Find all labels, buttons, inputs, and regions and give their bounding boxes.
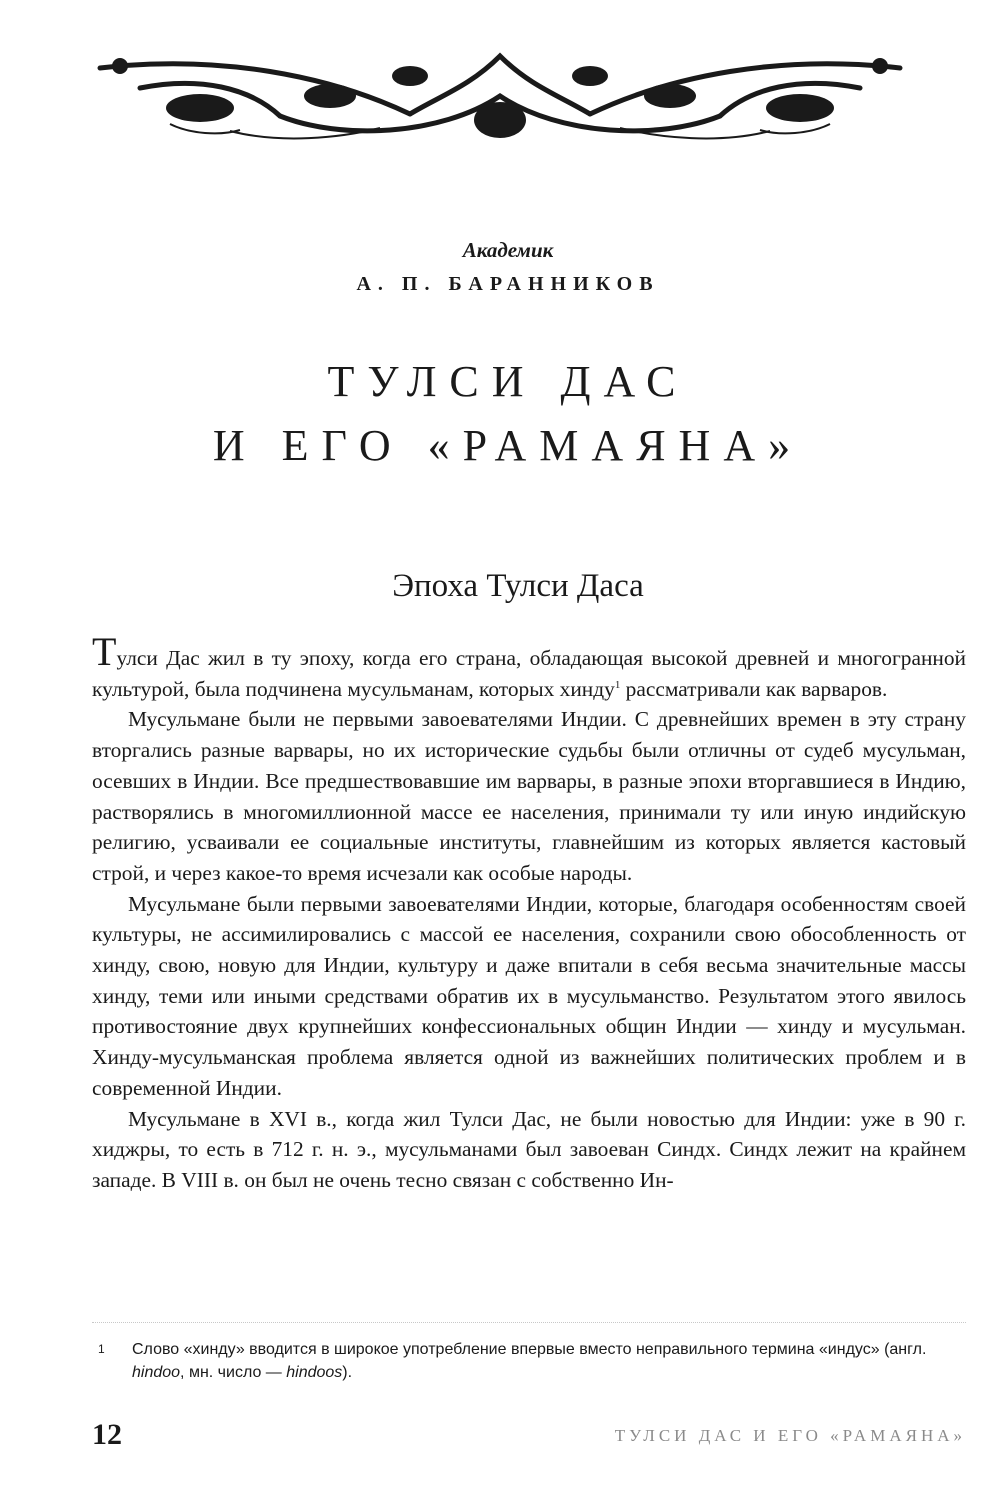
page-number: 12 (92, 1418, 122, 1451)
title-line-1: ТУЛСИ ДАС (327, 357, 689, 406)
section-heading: Эпоха Тулси Даса (392, 568, 644, 604)
paragraph-3: Мусульмане были первыми завоевателями Индии, которые, благодаря особенностям своей культуры, не ассимилировались с массой ее населения, сохранили свою обособленность от хинду, свою, новую для Индии, культуру и даже впитали в себя весьма значительные массы хинду, теми или иными средствами обратив их в мусульманство. Результатом этого явилось противостояние двух крупнейших конфессиональных общин Индии — хинду и мусульман. Хинду-мусульманская проблема является одной из важнейших политических проблем и в современной Индии. (92, 891, 966, 1100)
footnote (92, 1338, 966, 1384)
running-head: ТУЛСИ ДАС И ЕГО «РАМАЯНА» (614, 1426, 966, 1445)
author-name: А. П. БАРАННИКОВ (356, 273, 660, 295)
footnote-ref: 1 (614, 678, 621, 691)
footnote-text-a: Слово «хинду» вводится в широкое употребление впервые вместо неправильного термина «индус» (англ. (132, 1341, 927, 1358)
author-title: Академик (462, 238, 554, 262)
paragraph-2: Мусульмане были не первыми завоевателями Индии. С древнейших времен в эту страну вторгались разные варвары, но их исторические судьбы были отличны от судеб мусульман, осевших в Индии. Все предшествовавшие им варвары, в разные эпохи вторгавшиеся в Индию, растворялись в многомиллионной массе ее населения, принимали ту или иную индийскую религию, усваивали ее социальные институты, главнейшим из которых является кастовый строй, и через какое-то время исчезали как особые народы. (92, 707, 966, 885)
page-title (8, 350, 1000, 478)
title-line-2: И ЕГО «РАМАЯНА» (212, 421, 804, 470)
footnote-text-b: , мн. число — (180, 1364, 287, 1381)
footnote-divider (92, 1322, 966, 1323)
footnote-term-2: hindoos (286, 1364, 343, 1381)
footnote-term-1: hindoo (132, 1364, 181, 1381)
ornamental-headpiece (80, 36, 920, 146)
paragraph-1 (92, 629, 966, 704)
drop-cap: Т (92, 629, 117, 674)
footnote-text (132, 1338, 966, 1384)
footnote-text-c: ). (342, 1364, 353, 1381)
paragraph-1-tail: рассматривали как варваров. (620, 676, 888, 701)
footnote-mark: 1 (98, 1342, 105, 1356)
paragraph-4: Мусульмане в XVI в., когда жил Тулси Дас, не были новостью для Индии: уже в 90 г. хиджры, то есть в 712 г. н. э., мусульманами был завоеван Синдх. Синдх лежит на крайнем западе. В VIII в. он был не очень тесно связан с собственно Ин- (92, 1106, 966, 1192)
paragraph-1-text: улси Дас жил в ту эпоху, когда его страна, обладающая высокой древней и многогранной культурой, была подчинена мусульманам, которых хинду (92, 646, 966, 701)
body-text (92, 629, 966, 1196)
